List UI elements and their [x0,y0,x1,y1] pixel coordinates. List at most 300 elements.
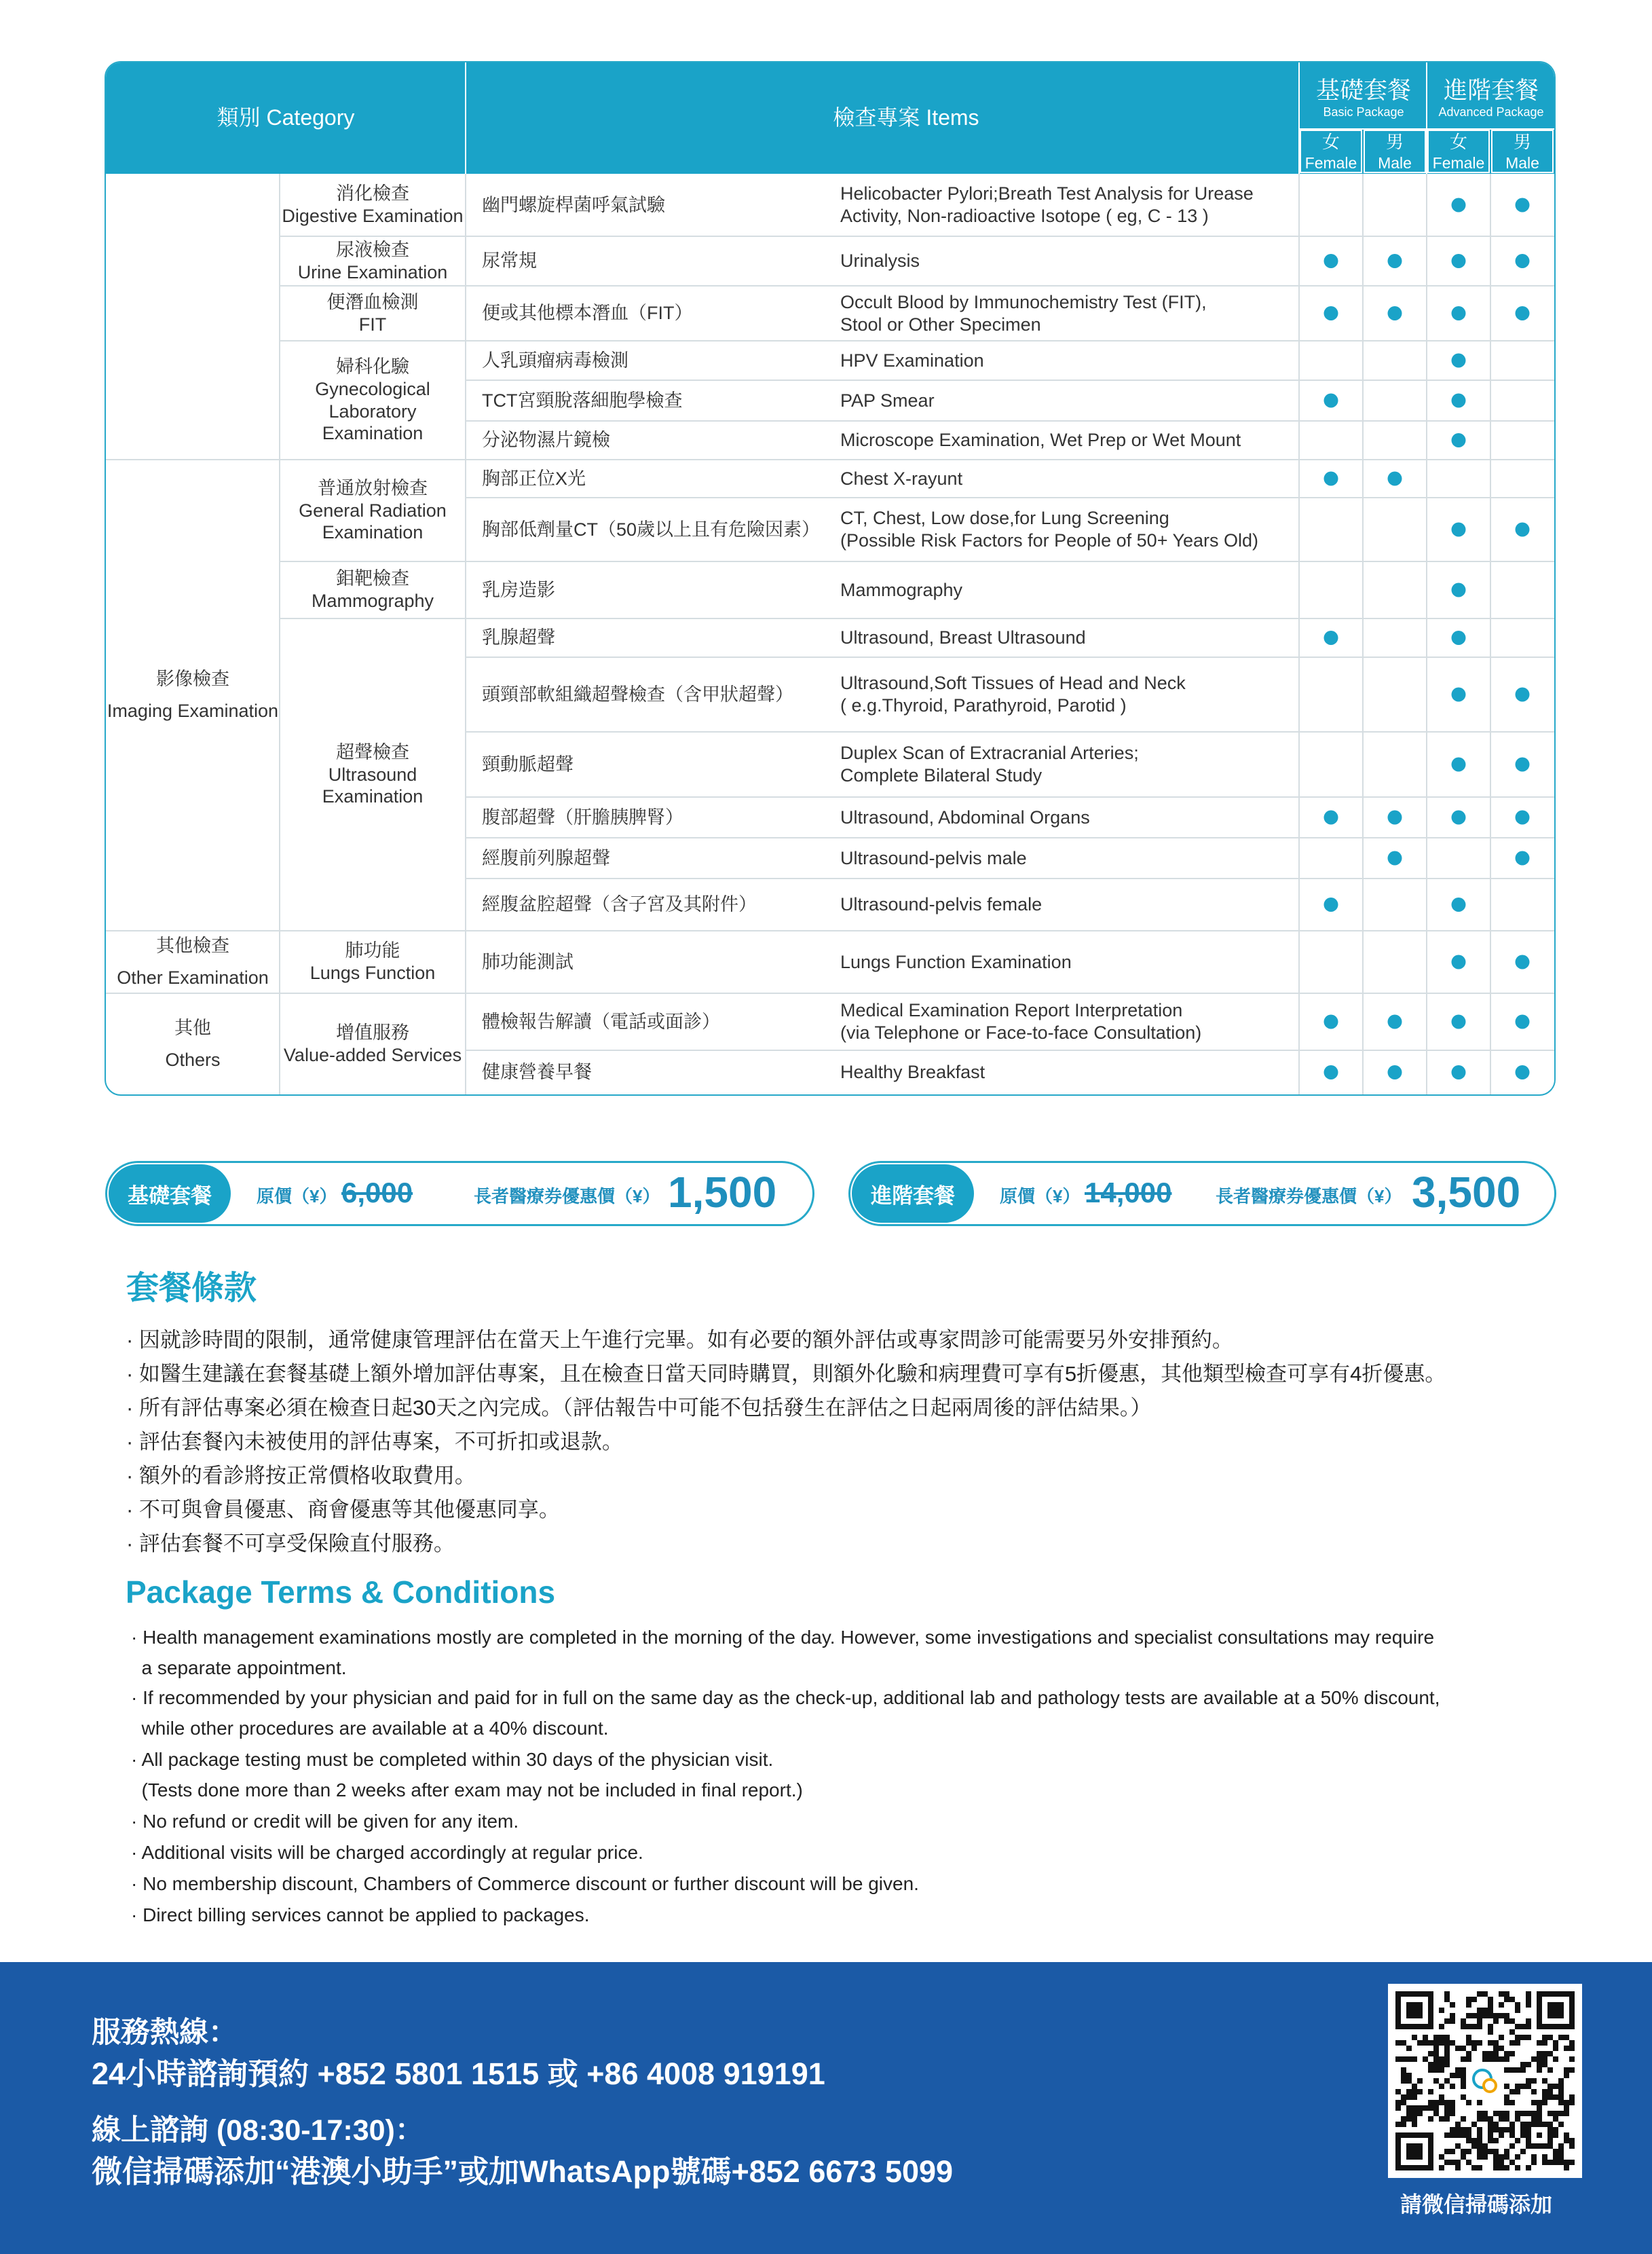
qr-module [1509,2029,1515,2035]
qr-module [1553,2084,1558,2089]
item-en: Ultrasound,Soft Tissues of Head and Neck ( e.g.Thyroid, Parathyroid, Parotid ) [840,673,1186,716]
qr-module [1526,2024,1531,2029]
qr-module [1471,2046,1477,2051]
item-zh: 便或其他標本潛血（FIT） [482,303,693,324]
terms-en-line: a separate appointment. [131,1657,347,1678]
item-en: PAP Smear [840,390,935,411]
header-advanced-male [1490,130,1554,174]
basic-disc-label: 長者醫療券優惠價（¥） [474,1186,660,1206]
male-zh: 男 [1385,132,1404,153]
qr-module [1461,2056,1466,2062]
included-dot-icon [1516,811,1530,825]
qr-module [1461,2073,1466,2078]
terms-en-line: · No refund or credit will be given for any item. [131,1811,519,1832]
qr-module [1526,1991,1531,1997]
qr-module [1504,2116,1509,2122]
qr-module [1401,2116,1406,2122]
terms-zh-item: · 不可與會員優惠、商會優惠等其他優惠同享。 [126,1498,560,1521]
category-imaging-zh: 影像檢查 [156,669,229,690]
item-en: Microscope Examination, Wet Prep or Wet Mount [840,430,1241,451]
qr-module [1520,2132,1526,2138]
qr-module [1564,2100,1569,2105]
qr-module [1450,2002,1455,2008]
included-dot-icon [1324,394,1338,408]
terms-en-title: Package Terms & Conditions [126,1574,556,1610]
qr-module [1515,2116,1520,2122]
qr-module [1499,2132,1504,2138]
qr-module [1564,2160,1569,2165]
qr-module [1433,2035,1439,2040]
qr-module [1564,2165,1569,2170]
qr-module [1509,2051,1515,2056]
included-dot-icon [1388,254,1402,268]
header-category: 類別 Category [217,105,355,130]
qr-module [1542,2089,1547,2094]
qr-module [1428,2100,1433,2105]
qr-module [1526,2078,1531,2084]
qr-module [1395,2089,1401,2094]
qr-module [1553,2149,1558,2154]
item-zh: 乳房造影 [482,579,555,600]
qr-module [1482,2008,1488,2013]
qr-module [1553,2127,1558,2132]
advanced-orig-price: 14,000 [1085,1177,1172,1208]
qr-module [1482,1991,1488,1997]
qr-module [1504,2149,1509,2154]
qr-module [1553,2116,1558,2122]
qr-module [1537,2116,1542,2122]
terms-en-line: while other procedures are available at a 40% discount. [131,1718,609,1739]
qr-module [1526,2002,1531,2008]
qr-module [1401,2094,1406,2100]
qr-module [1569,2160,1575,2165]
included-dot-icon [1516,758,1530,772]
qr-module [1406,2073,1412,2078]
qr-module [1493,2013,1499,2018]
qr-module [1564,2035,1569,2040]
qr-module [1477,2100,1482,2105]
advanced-package-zh: 進階套餐 [1443,77,1539,104]
qr-module [1477,2132,1482,2138]
qr-module [1450,2160,1455,2165]
qr-module [1558,2100,1564,2105]
qr-module [1444,2078,1450,2084]
qr-module [1477,2024,1482,2029]
qr-module [1444,2105,1450,2111]
qr-module [1466,2040,1471,2046]
qr-module [1406,2116,1412,2122]
included-dot-icon [1452,955,1466,969]
terms-en-line: · If recommended by your physician and paid for in full on the same day as the check-up, additional lab and pathology tests are available at a 50% discount, [131,1687,1440,1708]
qr-module [1537,2051,1542,2056]
included-dot-icon [1324,898,1338,912]
qr-module [1526,2062,1531,2067]
qr-module [1553,2040,1558,2046]
subcategory-lungs-function: 肺功能 Lungs Function [309,940,436,983]
item-en: Ultrasound, Breast Ultrasound [840,627,1086,648]
qr-module [1423,2035,1428,2040]
subcategory-ultrasound: 超聲檢查 Ultrasound Examination [322,741,424,807]
qr-module [1423,2105,1428,2111]
qr-module [1558,2035,1564,2040]
qr-module [1509,2127,1515,2132]
item-en: Lungs Function Examination [840,951,1072,972]
online-consult-label: 線上諮詢 (08:30-17:30)： [92,2114,424,2147]
qr-module [1558,2089,1564,2094]
qr-module [1504,2084,1509,2089]
qr-module [1412,2111,1417,2116]
qr-module [1466,2056,1471,2062]
included-dot-icon [1452,811,1466,825]
qr-module [1542,2056,1547,2062]
qr-module [1412,2035,1417,2040]
qr-module [1515,2154,1520,2160]
qr-module [1509,2018,1515,2024]
qr-module [1504,2094,1509,2100]
subcategory-gynecological: 婦科化驗 Gynecological Laboratory Examination [315,356,430,444]
advanced-price-bar [848,1161,1556,1226]
qr-module [1477,2143,1482,2149]
qr-module [1537,2040,1542,2046]
qr-module [1493,2040,1499,2046]
qr-module [1504,2056,1509,2062]
qr-module [1439,2084,1444,2089]
qr-module [1493,2160,1499,2165]
item-en: Medical Examination Report Interpretation (via Telephone or Face-to-face Consultation) [840,1000,1202,1043]
qr-module [1455,2165,1461,2170]
category-other-exam-en: Other Examination [117,967,269,988]
item-zh: 胸部正位X光 [482,468,586,489]
advanced-package-pill: 進階套餐 [852,1164,974,1223]
included-dot-icon [1388,811,1402,825]
included-dot-icon [1452,198,1466,213]
qr-module [1515,2138,1520,2143]
qr-module [1515,2002,1520,2008]
header-advanced-package [1428,68,1554,129]
male-zh: 男 [1513,132,1531,153]
qr-module [1401,2100,1406,2105]
qr-module [1477,2116,1482,2122]
subcategory-mammography: 鉬靶檢查 Mammography [311,568,434,611]
qr-module [1477,1991,1482,1997]
terms-en-line: · Direct billing services cannot be applied to packages. [131,1904,590,1925]
qr-module [1471,1997,1477,2002]
qr-module [1477,2013,1482,2018]
qr-module [1547,2051,1553,2056]
qr-module [1395,2100,1401,2105]
qr-module [1401,2078,1406,2084]
qr-module [1401,2073,1406,2078]
included-dot-icon [1324,254,1338,268]
qr-module [1493,2056,1499,2062]
qr-module [1406,2094,1412,2100]
qr-module [1493,2018,1499,2024]
qr-module [1466,2013,1471,2018]
item-zh: 腹部超聲（肝膽胰脾腎） [482,807,683,828]
header-basic-female [1299,130,1363,174]
qr-module [1455,2160,1461,2165]
qr-module [1558,2122,1564,2127]
qr-module [1499,2127,1504,2132]
qr-module [1537,2105,1542,2111]
qr-module [1488,2132,1493,2138]
qr-module [1482,2149,1488,2154]
qr-module [1433,2056,1439,2062]
terms-zh-item: · 評估套餐內未被使用的評估專案，不可折扣或退款。 [126,1430,623,1454]
qr-module [1509,2100,1515,2105]
qr-module [1531,2154,1537,2160]
included-dot-icon [1452,758,1466,772]
item-en: Urinalysis [840,251,920,272]
included-dot-icon [1324,811,1338,825]
qr-module [1493,2051,1499,2056]
qr-module [1477,2138,1482,2143]
qr-module [1395,2105,1401,2111]
qr-module [1433,2111,1439,2116]
subcategory-digestive: 消化檢查 Digestive Examination [282,183,464,226]
qr-module [1444,2062,1450,2067]
qr-module [1439,2024,1444,2029]
qr-module [1461,2116,1466,2122]
qr-module [1471,2143,1477,2149]
qr-module [1542,2062,1547,2067]
qr-module [1412,2089,1417,2094]
qr-module [1477,2154,1482,2160]
qr-module [1466,2149,1471,2154]
qr-module [1455,2067,1461,2073]
qr-module [1482,2154,1488,2160]
qr-module [1504,2067,1509,2073]
qr-module [1466,1997,1471,2002]
included-dot-icon [1452,306,1466,320]
qr-module [1558,2111,1564,2116]
qr-module [1504,1991,1509,1997]
item-en: HPV Examination [840,350,984,371]
qr-module [1553,2094,1558,2100]
qr-module [1542,2160,1547,2165]
qr-module [1547,2035,1553,2040]
advanced-orig-label: 原價（¥） [1000,1186,1081,1206]
qr-module [1417,2078,1423,2084]
qr-module [1488,2013,1493,2018]
included-dot-icon [1516,1015,1530,1029]
qr-module [1531,2089,1537,2094]
included-dot-icon [1452,898,1466,912]
qr-module [1439,2040,1444,2046]
qr-module [1509,2122,1515,2127]
qr-module [1417,2040,1423,2046]
qr-module [1466,2160,1471,2165]
qr-module [1477,2040,1482,2046]
advanced-package-en: Advanced Package [1438,105,1544,119]
item-en: CT, Chest, Low dose,for Lung Screening (Possible Risk Factors for People of 50+ Years Old) [840,508,1259,551]
item-zh: 體檢報告解讀（電話或面診） [482,1011,720,1032]
qr-module [1515,2035,1520,2040]
qr-module [1564,2067,1569,2073]
qr-module [1564,2138,1569,2143]
qr-module [1547,2089,1553,2094]
header-items: 檢查專案 Items [833,105,979,130]
qr-module [1531,2078,1537,2084]
qr-module [1515,2067,1520,2073]
qr-module [1547,2067,1553,2073]
qr-module [1433,2100,1439,2105]
qr-module [1553,2111,1558,2116]
qr-module [1466,2127,1471,2132]
item-en: Chest X-rayunt [840,468,963,489]
qr-module [1493,2165,1499,2170]
item-zh: 頸動脈超聲 [482,754,574,775]
included-dot-icon [1516,1065,1530,1079]
qr-module [1466,2132,1471,2138]
qr-module [1444,2111,1450,2116]
basic-orig-label: 原價（¥） [257,1186,337,1206]
qr-module [1444,2149,1450,2154]
qr-code-pattern [1388,1984,1582,2178]
qr-module [1569,2046,1575,2051]
qr-module [1504,2111,1509,2116]
terms-zh-item: · 如醫生建議在套餐基礎上額外增加評估專案，且在檢查日當天同時購買，則額外化驗和病理費可享有5折優惠，其他類型檢查可享有4折優惠。 [126,1362,1446,1386]
qr-module [1542,2078,1547,2084]
included-dot-icon [1324,631,1338,645]
qr-module [1406,2046,1412,2051]
qr-module [1542,2094,1547,2100]
category-others [106,993,280,1094]
qr-module [1471,2138,1477,2143]
qr-module [1444,2100,1450,2105]
subcategory-fit: 便潛血檢測 FIT [326,291,419,335]
qr-module [1520,2149,1526,2154]
online-consult-info: 微信掃碼添加“港澳小助手”或加WhatsApp號碼+852 6673 5099 [92,2154,954,2189]
terms-zh-item: · 所有評估專案必須在檢查日起30天之內完成。（評估報告中可能不包括發生在評估之日起兩周後的評估結果。） [126,1396,1152,1420]
qr-module [1401,2122,1406,2127]
qr-module [1537,2056,1542,2062]
qr-module [1493,2122,1499,2127]
included-dot-icon [1324,306,1338,320]
category-imaging [106,460,280,931]
qr-module [1444,2046,1450,2051]
qr-module [1558,2149,1564,2154]
category-other-exam-zh: 其他檢查 [156,936,229,957]
category-imaging-en: Imaging Examination [107,701,279,721]
qr-module [1526,1997,1531,2002]
item-en: Duplex Scan of Extracranial Arteries; Complete Bilateral Study [840,743,1139,786]
included-dot-icon [1452,394,1466,408]
qr-module [1488,2122,1493,2127]
qr-module [1520,2067,1526,2073]
qr-caption: 請微信掃碼添加 [1400,2192,1553,2217]
qr-module [1499,2056,1504,2062]
subcategory-urine: 尿液檢查 Urine Examination [297,239,448,282]
header-basic-package [1299,68,1428,129]
qr-module [1455,2046,1461,2051]
qr-module [1477,2149,1482,2154]
qr-module [1395,2040,1401,2046]
qr-module [1444,1997,1450,2002]
qr-module [1450,2100,1455,2105]
qr-module [1444,2160,1450,2165]
qr-module [1471,2040,1477,2046]
header-basic-male [1363,130,1427,174]
qr-module [1439,2067,1444,2073]
qr-module [1553,2046,1558,2051]
qr-module [1537,2111,1542,2116]
qr-module [1439,2100,1444,2105]
qr-module [1515,2111,1520,2116]
category-cell [106,174,280,460]
terms-en-line: · No membership discount, Chambers of Commerce discount or further discount will be given. [131,1873,919,1894]
qr-module [1471,2165,1477,2170]
qr-module [1488,1997,1493,2002]
qr-module [1493,2138,1499,2143]
qr-module [1444,2132,1450,2138]
qr-module [1515,2089,1520,2094]
qr-module [1482,2116,1488,2122]
qr-module [1455,2073,1461,2078]
item-zh: 肺功能測試 [482,951,574,972]
qr-module [1412,2105,1417,2111]
qr-module [1515,2008,1520,2013]
female-en: Female [1304,153,1357,172]
qr-module [1477,2111,1482,2116]
qr-module [1493,2111,1499,2116]
qr-module [1526,2018,1531,2024]
qr-module [1553,2160,1558,2165]
qr-module [1401,2067,1406,2073]
qr-module [1553,2132,1558,2138]
qr-module [1461,2018,1466,2024]
item-en: Mammography [840,579,963,600]
qr-module [1499,2046,1504,2051]
qr-module [1482,2111,1488,2116]
qr-module [1461,2127,1466,2132]
qr-module [1569,2100,1575,2105]
qr-module [1542,2035,1547,2040]
chat-bubble-icon [1484,2080,1496,2092]
basic-disc-price: 1,500 [668,1168,777,1217]
qr-module [1499,2154,1504,2160]
qr-module [1504,1997,1509,2002]
qr-module [1531,2111,1537,2116]
qr-module [1450,2073,1455,2078]
qr-module [1558,2078,1564,2084]
qr-module [1542,2040,1547,2046]
qr-module [1569,2143,1575,2149]
category-others-en: Others [165,1049,221,1070]
qr-module [1509,2143,1515,2149]
terms-zh-item: · 因就診時間的限制，通常健康管理評估在當天上午進行完畢。如有必要的額外評估或專家問診可能需要另外安排預約。 [126,1328,1233,1352]
basic-package-en: Basic Package [1323,105,1404,119]
item-en: Ultrasound-pelvis female [840,894,1043,915]
qr-module [1439,2056,1444,2062]
qr-module [1412,2122,1417,2127]
qr-module [1547,2084,1553,2089]
included-dot-icon [1388,1015,1402,1029]
qr-module [1569,2094,1575,2100]
qr-finder [1406,2002,1423,2018]
qr-module [1509,2132,1515,2138]
qr-module [1450,2018,1455,2024]
qr-module [1444,2051,1450,2056]
item-zh: 人乳頭瘤病毒檢測 [482,350,628,371]
qr-module [1406,2078,1412,2084]
qr-module [1504,2013,1509,2018]
qr-module [1504,2154,1509,2160]
item-zh: 幽門螺旋桿菌呼氣試驗 [482,194,665,215]
included-dot-icon [1452,354,1466,368]
qr-module [1515,2040,1520,2046]
qr-module [1450,2105,1455,2111]
